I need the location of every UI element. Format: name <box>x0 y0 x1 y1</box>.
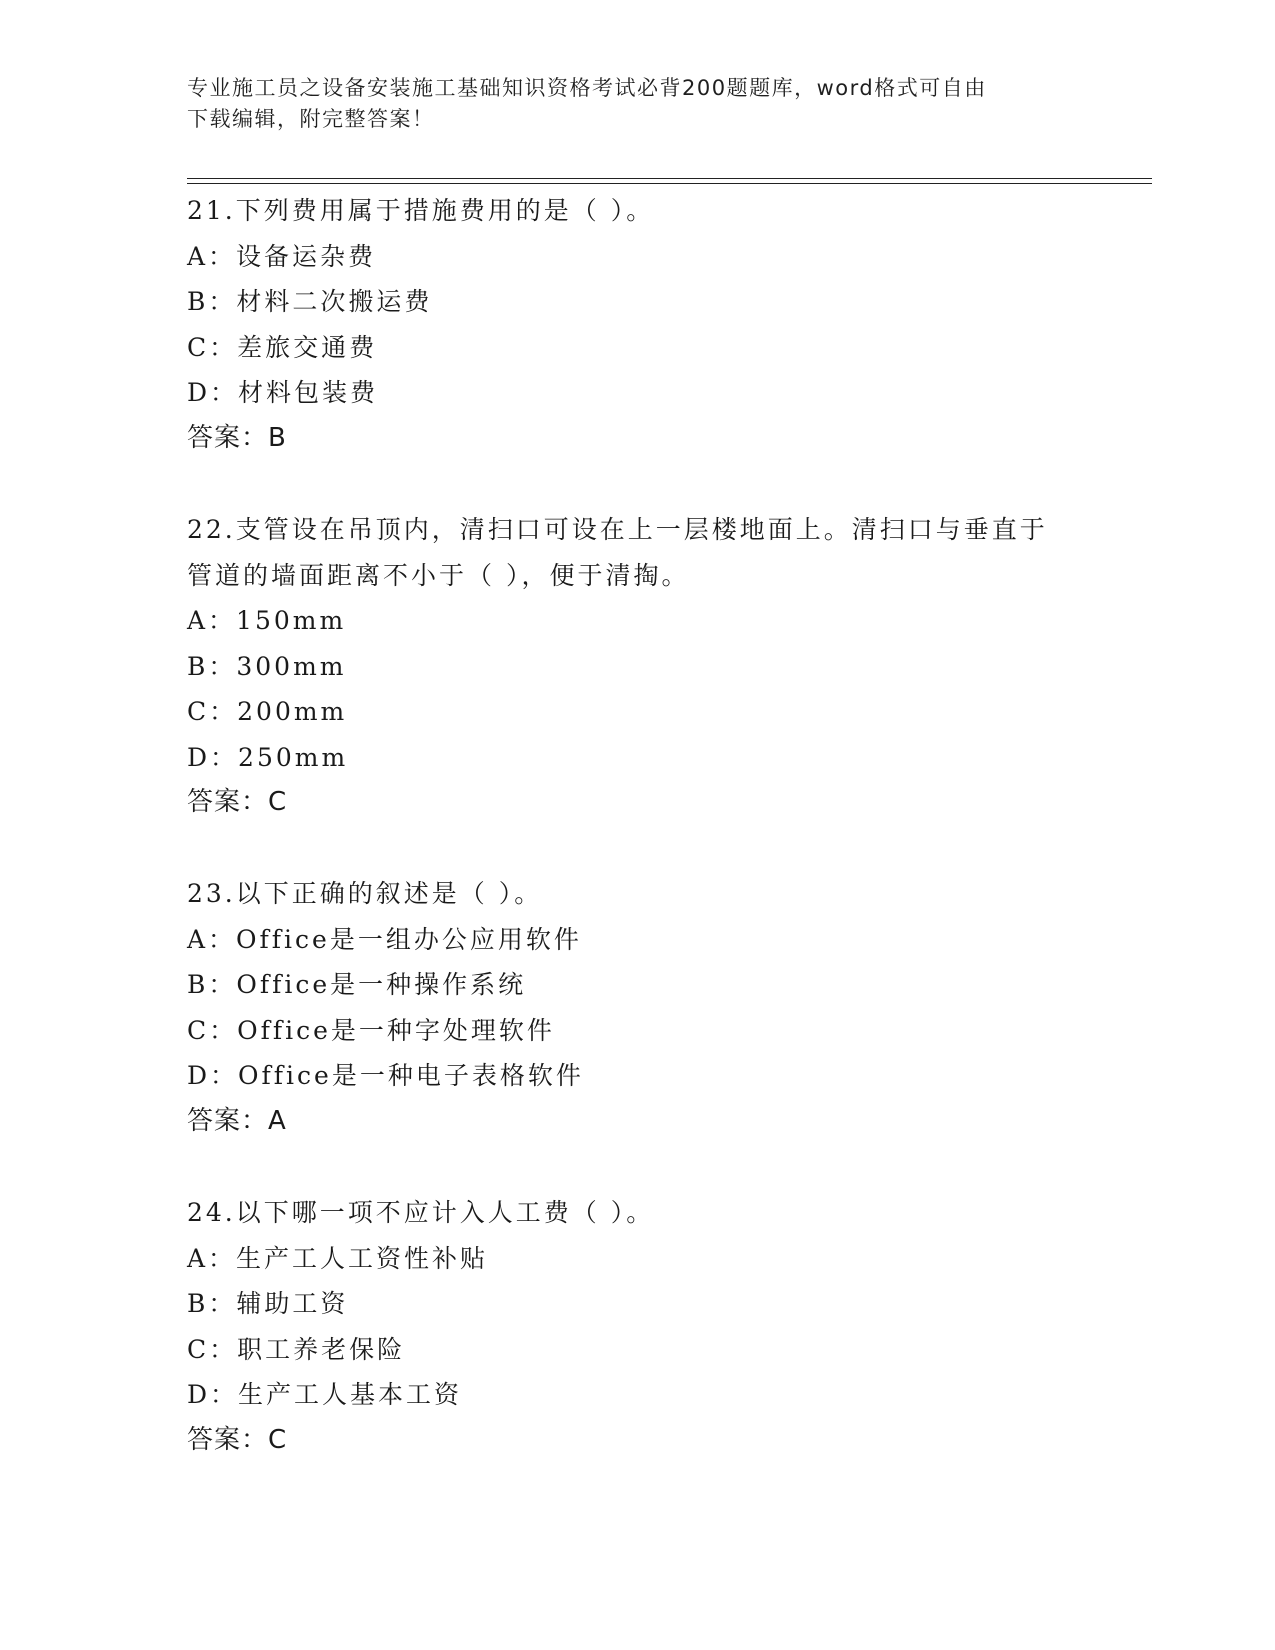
answer-line: 答案：C <box>187 787 288 817</box>
header-divider-bottom <box>187 183 1152 184</box>
option-a: A：150mm <box>187 606 347 635</box>
question-block <box>187 188 1087 461</box>
question-stem-continued: 管道的墙面距离不小于（ ），便于清掏。 <box>187 560 690 590</box>
option-a: A：Office是一组办公应用软件 <box>187 924 582 954</box>
header-divider-top <box>187 178 1152 179</box>
question-stem: 23.以下正确的叙述是（ ）。 <box>187 879 543 908</box>
option-b: B：材料二次搬运费 <box>187 287 433 316</box>
option-b: B：辅助工资 <box>187 1289 349 1318</box>
option-a: A：生产工人工资性补贴 <box>187 1243 489 1273</box>
option-c: C：Office是一种字处理软件 <box>187 1015 555 1045</box>
option-c: C：职工养老保险 <box>187 1334 406 1364</box>
question-block <box>187 871 1087 1144</box>
answer-line: 答案：A <box>187 1105 287 1136</box>
header-line-1: 专业施工员之设备安装施工基础知识资格考试必背200题题库，word格式可自由 <box>187 76 987 100</box>
option-d: D：Office是一种电子表格软件 <box>187 1061 584 1090</box>
option-a: A：设备运杂费 <box>187 241 377 271</box>
question-block <box>187 1190 1087 1463</box>
question-stem: 21.下列费用属于措施费用的是（ ）。 <box>187 196 655 225</box>
option-d: D：250mm <box>187 742 349 772</box>
option-c: C：差旅交通费 <box>187 332 378 362</box>
question-block <box>187 507 1087 826</box>
question-stem: 22.支管设在吊顶内，清扫口可设在上一层楼地面上。清扫口与垂直于 <box>187 515 1048 544</box>
option-b: B：300mm <box>187 651 347 681</box>
option-b: B：Office是一种操作系统 <box>187 970 527 999</box>
header-line-2: 下载编辑，附完整答案！ <box>187 107 435 131</box>
option-d: D：生产工人基本工资 <box>187 1380 463 1409</box>
document-header <box>187 73 1087 135</box>
option-d: D：材料包装费 <box>187 378 379 407</box>
answer-line: 答案：B <box>187 422 287 453</box>
option-c: C：200mm <box>187 697 348 726</box>
answer-line: 答案：C <box>187 1424 288 1455</box>
question-stem: 24.以下哪一项不应计入人工费（ ）。 <box>187 1198 655 1227</box>
